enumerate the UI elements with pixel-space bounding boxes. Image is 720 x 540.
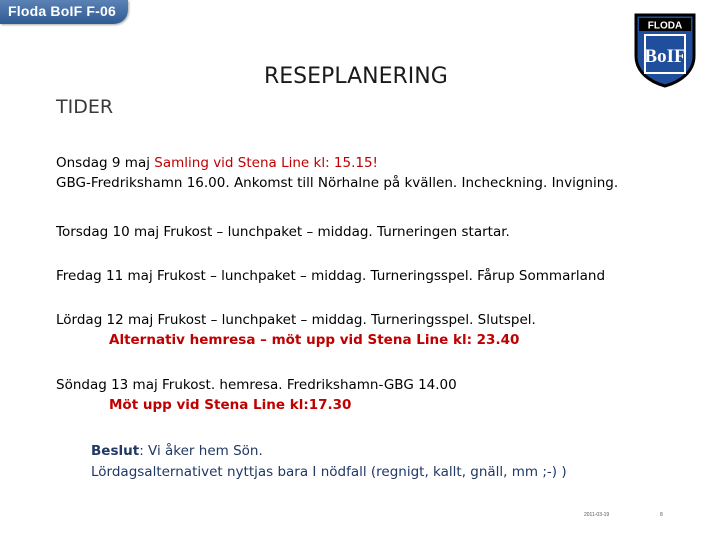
footer-page-number: 8 [660, 512, 663, 518]
day-friday [56, 266, 605, 286]
section-label: TIDER [56, 96, 114, 118]
day-sunday [56, 375, 457, 415]
sunday-line-1: Söndag 13 maj Frukost. hemresa. Fredrikshamn-GBG 14.00 [56, 377, 457, 393]
thursday-line-1: Torsdag 10 maj Frukost – lunchpaket – middag. Turneringen startar. [56, 224, 510, 240]
decision-line-1 [91, 441, 567, 462]
day-thursday [56, 222, 510, 242]
header-tab-label: Floda BoIF F-06 [8, 3, 116, 19]
logo-top-text: FLODA [647, 20, 683, 32]
decision-block [91, 441, 567, 483]
friday-line-1: Fredag 11 maj Frukost – lunchpaket – middag. Turneringsspel. Fårup Sommarland [56, 268, 606, 284]
day-wednesday [56, 153, 618, 193]
decision-line-2: Lördagsalternativet nyttjas bara I nödfall (regnigt, kallt, gnäll, mm ;-) ) [91, 464, 567, 480]
day-saturday [56, 310, 536, 350]
saturday-alternative: Alternativ hemresa – möt upp vid Stena Line kl: 23.40 [109, 332, 520, 348]
saturday-line-1: Lördag 12 maj Frukost – lunchpaket – middag. Turneringsspel. Slutspel. [56, 312, 536, 328]
decision-label: Beslut [91, 443, 140, 459]
wednesday-prefix: Onsdag 9 maj [56, 155, 150, 171]
wednesday-line-1 [56, 153, 618, 173]
floda-boif-logo [632, 12, 698, 88]
sunday-meet: Möt upp vid Stena Line kl:17.30 [109, 397, 352, 413]
slide-title: RESEPLANERING [264, 64, 448, 89]
wednesday-highlight: Samling vid Stena Line kl: 15.15! [154, 155, 378, 171]
footer-date: 2011-03-19 [584, 512, 610, 518]
wednesday-line-2: GBG-Fredrikshamn 16.00. Ankomst till Nörhalne på kvällen. Incheckning. Invigning. [56, 175, 619, 191]
logo-monogram: BoIF [644, 46, 686, 67]
header-tab [0, 0, 128, 24]
decision-text: : Vi åker hem Sön. [139, 443, 263, 459]
